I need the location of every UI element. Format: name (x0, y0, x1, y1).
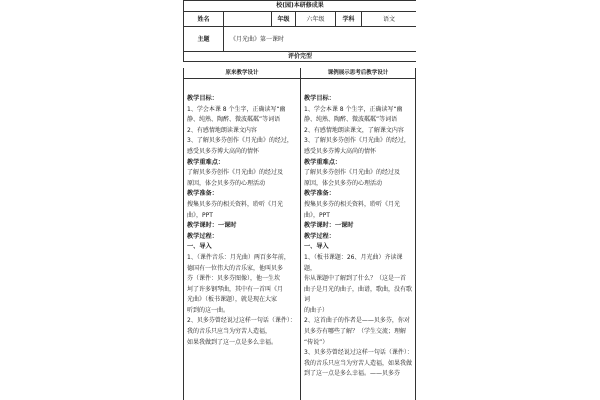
left-line: 光曲》（板书课题），就是现在大家 (187, 296, 278, 304)
left-line: 听到的这一曲。 (187, 306, 230, 314)
left-line: 我的音乐只应当为穷苦人造福， (187, 328, 272, 336)
left-line: 教学课时：一课时 (187, 222, 237, 230)
right-line: 曲》，PPT (304, 211, 330, 219)
grade-value: 六年级 (296, 12, 336, 27)
name-value (224, 12, 272, 27)
left-line: 原因，体会贝多芬的心理活动 (187, 179, 266, 187)
right-line: 静、纯熟、陶醉、微波粼粼”等词语 (304, 116, 398, 124)
left-column-title: 原来教学设计 (184, 68, 300, 79)
right-line: 3、贝多芬曾经说过这样一句话（课件）： (304, 349, 413, 357)
left-line: 教学准备： (187, 190, 218, 198)
right-line: 2、有感情地朗读课文，了解课文内容 (304, 126, 404, 134)
left-line: 感受贝多芬博大高尚的情怀 (187, 147, 260, 155)
left-line: 教学重难点： (187, 158, 225, 166)
left-line: 教学目标： (187, 95, 218, 102)
right-line: 原因，体会贝多芬的心理活动 (304, 179, 383, 187)
right-line: 教学课时：一课时 (304, 222, 354, 230)
left-column-body (187, 94, 297, 348)
left-line: 1、学会本课 8 个生字，正确读写“幽 (187, 105, 286, 113)
left-line: 静、纯熟、陶醉、微波粼粼”等词语 (187, 116, 281, 124)
right-line: 教学准备： (304, 190, 335, 198)
left-line: 2、有感情地朗读课文内容 (187, 126, 257, 134)
header-table (183, 0, 416, 62)
right-column-body (304, 94, 414, 380)
subject-label: 学科 (336, 12, 362, 27)
column-divider (300, 68, 301, 400)
left-line: 1、（课件音乐：月光曲）两百多年前， (187, 253, 290, 261)
right-line: 到了这一点是多么幸福。——贝多芬 (304, 370, 401, 378)
left-line: 德国有一位伟大的音乐家，他叫贝多 (187, 264, 284, 272)
right-line: 曲子是月光的曲子，曲谱，歌曲，没有歌词 (304, 285, 413, 304)
left-line: 2、贝多芬曾经说过这样一句话（课件）： (187, 317, 296, 325)
left-line: 曲》，PPT (187, 211, 213, 219)
right-line: 你从课题中了解到了什么？（这是一首 (304, 275, 407, 283)
right-line: “传说”） (304, 338, 329, 346)
document-page (183, 0, 416, 400)
left-line: 了解贝多芬创作《月光曲》的经过及 (187, 169, 284, 177)
right-line: 一、导入 (304, 243, 329, 251)
right-line: 的曲子） (304, 306, 329, 314)
topic-label: 主题 (184, 27, 224, 52)
right-line: 1、（板书课题：26、月光曲）齐读课题， (304, 253, 403, 272)
review-label: 评价完型 (184, 52, 417, 62)
left-line: 芬（课件：贝多芬图像），他一生坎 (187, 275, 281, 283)
subject-value: 语文 (362, 12, 417, 27)
left-line: 3、了解贝多芬创作《月光曲》的经过， (187, 137, 293, 145)
right-line: 2、这首曲子的作者是——贝多芬，你对 (304, 317, 410, 325)
right-line: 感受贝多芬博大高尚的情怀 (304, 147, 377, 155)
left-line: 搜集贝多芬的相关资料，聆听《月光 (187, 200, 284, 208)
comparison-columns (183, 68, 416, 400)
right-line: 贝多芬有哪些了解？（学生交流；理解 (304, 328, 407, 336)
right-column-title: 课例展示思考后教学设计 (301, 68, 415, 79)
grade-label: 年级 (272, 12, 296, 27)
name-label: 姓名 (184, 12, 224, 27)
right-line: 了解贝多芬创作《月光曲》的经过及 (304, 169, 401, 177)
doc-title: 校(园)本研修成果 (184, 1, 417, 12)
right-line: 教学过程： (304, 232, 335, 240)
right-line: 教学目标： (304, 95, 335, 102)
left-line: 如果我做到了这一点是多么幸福。 (187, 338, 278, 346)
right-line: 1、学会本课 8 个生字，正确读写“幽 (304, 105, 403, 113)
right-line: 搜集贝多芬的相关资料，聆听《月光 (304, 200, 401, 208)
left-line: 教学过程： (187, 232, 218, 240)
left-line: 坷了许多钢琴曲，其中有一首叫《月 (187, 285, 284, 293)
right-line: 教学重难点： (304, 158, 342, 166)
left-line: 一、导入 (187, 243, 212, 251)
topic-value: 《月光曲》第一课时 (224, 27, 417, 52)
right-line: 3、了解贝多芬创作《月光曲》的经过， (304, 137, 410, 145)
right-line: 我的音乐只应当为穷苦人造福，如果我做 (304, 359, 413, 367)
